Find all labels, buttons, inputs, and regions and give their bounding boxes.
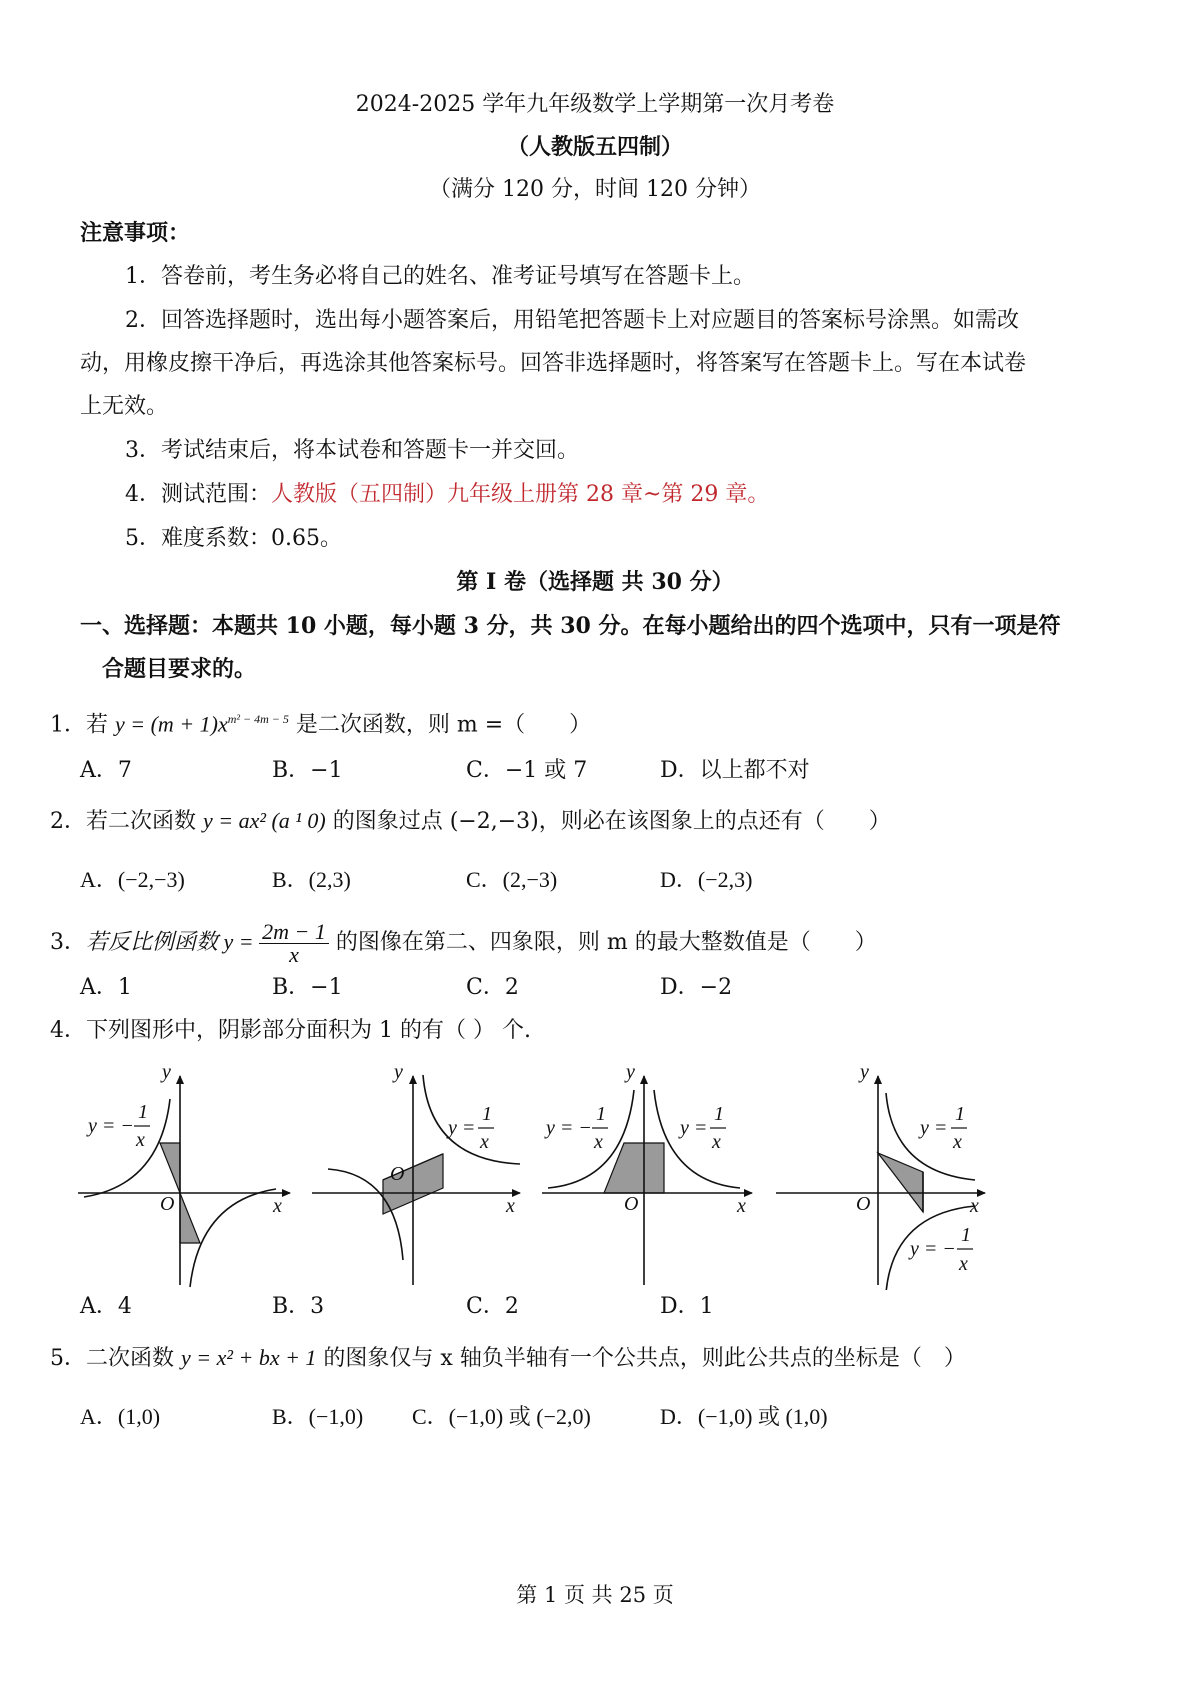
exam-title: 2024-2025 学年九年级数学上学期第一次月考卷 xyxy=(355,92,835,117)
q5-option-a[interactable]: A．(1,0) xyxy=(80,1404,161,1429)
fig-b-curve-label: y = xyxy=(448,1117,476,1139)
fig-a-y-label: y xyxy=(162,1061,171,1083)
test-range: 人教版（五四制）九年级上册第 28 章~第 29 章。 xyxy=(271,482,770,507)
fig-c-num-pos: 1 xyxy=(714,1103,724,1125)
q2-post: 的图象过点 (−2,−3)，则必在该图象上的点还有（ ） xyxy=(325,809,891,834)
q2-number: 2． xyxy=(50,809,86,834)
fig-c-curve-label-pos: y = xyxy=(680,1117,708,1139)
question-5 xyxy=(50,1343,966,1374)
fig-c-y-label: y xyxy=(626,1061,635,1083)
fig-d-curve-label-pos: y = xyxy=(920,1117,948,1139)
q3-option-a[interactable]: A．1 xyxy=(80,975,132,1000)
q2-option-d[interactable]: D．(−2,3) xyxy=(660,867,753,892)
fig-b-den: x xyxy=(480,1131,489,1153)
q1-formula: y = (m + 1)x xyxy=(115,711,228,737)
q1-post: 是二次函数，则 m =（ ） xyxy=(288,712,592,738)
q1-option-d[interactable]: D．以上都不对 xyxy=(660,758,810,783)
q4-number: 4． xyxy=(50,1018,86,1043)
question-3 xyxy=(50,918,877,967)
q2-option-a[interactable]: A．(−2,−3) xyxy=(80,867,185,892)
q2-option-b[interactable]: B．(2,3) xyxy=(272,867,351,892)
fig-d-y-label: y xyxy=(860,1061,869,1083)
q4-figures xyxy=(0,1050,1190,1290)
fig-d-num-neg: 1 xyxy=(961,1224,971,1246)
fig-b-num: 1 xyxy=(482,1103,492,1125)
fig-a-x-label: x xyxy=(273,1195,282,1217)
q5-option-b[interactable]: B．(−1,0) xyxy=(272,1404,364,1429)
section-instruction-line-1: 一、选择题：本题共 10 小题，每小题 3 分，共 30 分。在每小题给出的四个选项中，只有一项是符 xyxy=(80,613,1061,639)
fig-b-origin: O xyxy=(390,1163,405,1185)
notice-item-4-prefix: 4．测试范围： xyxy=(125,482,271,507)
notice-item-2-line-3: 上无效。 xyxy=(80,394,169,419)
fig-d-x-label: x xyxy=(970,1195,979,1217)
q5-formula: y = x² + bx + 1 xyxy=(181,1345,317,1370)
q1-number: 1． xyxy=(50,712,86,738)
q1-pre: 若 xyxy=(86,712,115,738)
q4-option-d[interactable]: D．1 xyxy=(660,1294,714,1319)
notice-item-3: 3．考试结束后，将本试卷和答题卡一并交回。 xyxy=(125,438,579,463)
q4-option-c[interactable]: C．2 xyxy=(466,1294,519,1319)
fig-a-den: x xyxy=(136,1129,145,1151)
fig-d-origin: O xyxy=(856,1193,871,1215)
q3-number: 3． xyxy=(50,930,86,955)
q3-pre: 若反比例函数 y = xyxy=(86,929,260,954)
q4-option-a[interactable]: A．4 xyxy=(80,1294,132,1319)
q1-option-b[interactable]: B．−1 xyxy=(272,758,343,783)
q1-option-c[interactable]: C．−1 或 7 xyxy=(466,758,588,783)
q1-exponent: m² − 4m − 5 xyxy=(227,712,289,726)
q3-fraction xyxy=(259,918,329,967)
q4-text: 下列图形中，阴影部分面积为 1 的有（ ） 个. xyxy=(86,1018,531,1043)
fig-c-curve-label-neg: y = − xyxy=(546,1117,592,1139)
q3-post: 的图像在第二、四象限，则 m 的最大整数值是（ ） xyxy=(328,930,877,955)
q4-figure-a[interactable] xyxy=(78,1076,290,1287)
q5-option-c[interactable]: C．(−1,0) 或 (−2,0) xyxy=(412,1404,591,1429)
q3-option-d[interactable]: D．−2 xyxy=(660,975,733,1000)
fig-a-origin: O xyxy=(160,1193,175,1215)
fig-c-x-label: x xyxy=(737,1195,746,1217)
fig-d-den-pos: x xyxy=(953,1131,962,1153)
notice-item-5: 5．难度系数：0.65。 xyxy=(125,526,342,551)
q5-pre: 二次函数 xyxy=(86,1346,181,1371)
q2-pre: 若二次函数 xyxy=(86,809,203,834)
q3-fraction-numerator: 2m − 1 xyxy=(259,921,329,944)
notice-item-1: 1．答卷前，考生务必将自己的姓名、准考证号填写在答题卡上。 xyxy=(125,264,755,289)
question-4 xyxy=(50,1016,531,1046)
fig-c-num-neg: 1 xyxy=(596,1103,606,1125)
page-number: 第 1 页 共 25 页 xyxy=(516,1583,674,1607)
fig-b-y-label: y xyxy=(394,1061,403,1083)
q4-option-b[interactable]: B．3 xyxy=(272,1294,325,1319)
notice-item-2-line-1: 2．回答选择题时，选出每小题答案后，用铅笔把答题卡上对应题目的答案标号涂黑。如需改 xyxy=(125,308,1020,333)
fig-d-num-pos: 1 xyxy=(955,1103,965,1125)
question-1 xyxy=(50,704,591,740)
q5-number: 5． xyxy=(50,1346,86,1371)
score-time: （满分 120 分，时间 120 分钟） xyxy=(429,177,761,202)
fig-d-curve-label-neg: y = − xyxy=(910,1238,956,1260)
fig-c-origin: O xyxy=(624,1193,639,1215)
section-instruction-line-2: 合题目要求的。 xyxy=(102,656,257,682)
fig-a-curve-label: y = − xyxy=(88,1115,134,1137)
q5-post: 的图象仅与 x 轴负半轴有一个公共点，则此公共点的坐标是（ ） xyxy=(316,1346,966,1371)
q3-option-c[interactable]: C．2 xyxy=(466,975,519,1000)
fig-a-num: 1 xyxy=(138,1101,148,1123)
exam-subtitle: （人教版五四制） xyxy=(506,134,683,160)
notice-heading: 注意事项： xyxy=(80,220,191,246)
q2-formula: y = ax² (a ¹ 0) xyxy=(203,808,326,833)
question-2 xyxy=(50,806,891,837)
section-title: 第 I 卷（选择题 共 30 分） xyxy=(456,569,734,595)
fig-c-den-neg: x xyxy=(594,1131,603,1153)
q3-option-b[interactable]: B．−1 xyxy=(272,975,343,1000)
fig-c-den-pos: x xyxy=(712,1131,721,1153)
q2-option-c[interactable]: C．(2,−3) xyxy=(466,867,558,892)
fig-b-x-label: x xyxy=(506,1195,515,1217)
q3-fraction-denominator: x xyxy=(289,941,299,967)
notice-item-2-line-2: 动，用橡皮擦干净后，再选涂其他答案标号。回答非选择题时，将答案写在答题卡上。写在本试卷 xyxy=(80,351,1027,376)
fig-d-den-neg: x xyxy=(959,1253,968,1275)
q5-option-d[interactable]: D．(−1,0) 或 (1,0) xyxy=(660,1404,828,1429)
notice-item-4 xyxy=(125,480,769,510)
q1-option-a[interactable]: A．7 xyxy=(80,758,132,783)
